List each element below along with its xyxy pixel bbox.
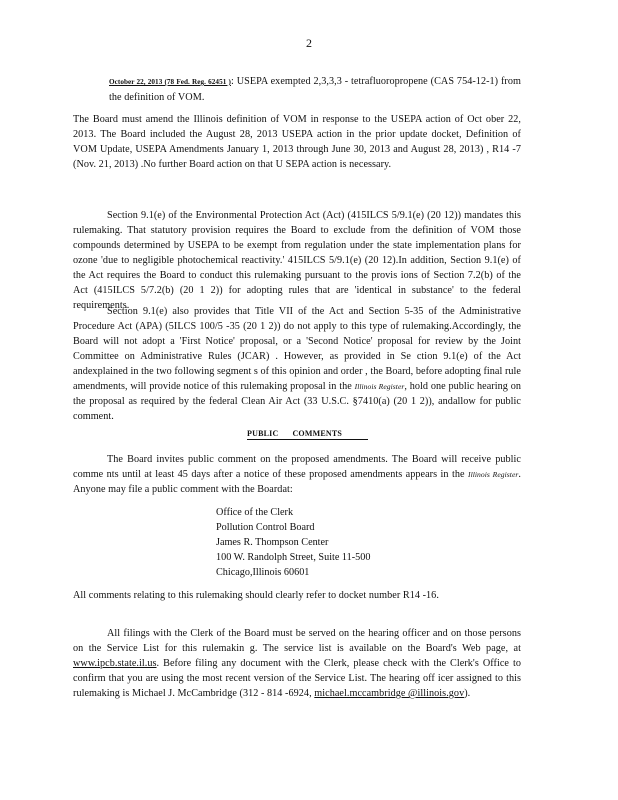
hearing-officer-email-link[interactable]: michael.mccambridge @illinois.gov	[314, 688, 465, 699]
address-line: Pollution Control Board	[216, 522, 315, 533]
paragraph-section-9-1e: Section 9.1(e) of the Environmental Protection Act (Act) (415ILCS 5/9.1(e) (20 12)) mandates this rulemaking. That statutory provision requires the Board to exclude from the definition of VOM those compounds determined by USEPA to be exempt from regulation under the state implementation plans for ozone 'due to negligible photochemical reactivity.' 415ILCS 5/9.1(e) (20 12).In addition, Section 9.1(e) of the Act requires the Board to conduct this rulemaking pursuant to the provis ions of Section 7.2(b) of the Act (415ILCS 5/7.2(b) (20 1 2)) for adopting rules that are 'identical in substance' to the federal requirements.	[73, 210, 521, 311]
address-line: Chicago,Illinois 60601	[216, 567, 310, 578]
comment-text-2: . Anyone may file a public comment with the Boardat:	[73, 469, 521, 495]
journal-title: Illinois Register	[354, 382, 405, 391]
clerk-address-block	[216, 505, 370, 580]
heading-word-1: PUBLIC	[247, 429, 279, 438]
filings-text-2: . Before filing any document with the Clerk, please check with the Clerk's Office to confirm that you are using the most recent version of the Service List. The hearing off icer assigned to this rulemaking is Michael J. McCambridge (312 - 814 -6924,	[73, 658, 521, 699]
citation-date: October 22, 2013 (78 Fed. Reg. 62451 )	[109, 78, 231, 86]
citation-text: : USEPA exempted 2,3,3,3 - tetrafluoropropene (CAS 754-12-1) from the definition of VOM.	[109, 76, 521, 103]
address-line: James R. Thompson Center	[216, 537, 329, 548]
address-line: Office of the Clerk	[216, 507, 294, 518]
journal-title: Illinois Register	[468, 470, 519, 479]
paragraph-filings	[73, 626, 521, 701]
paragraph-procedure	[73, 304, 521, 424]
citation-paragraph	[109, 74, 521, 105]
address-line: 100 W. Randolph Street, Suite 11-500	[216, 552, 371, 563]
heading-word-2: COMMENTS	[292, 429, 343, 438]
filings-text-1: All filings with the Clerk of the Board must be served on the hearing officer and on those persons on the Service List for this rulemakin g. The service list is available on the Board's Web page, at	[73, 628, 521, 654]
paragraph-vom-amendment: The Board must amend the Illinois definition of VOM in response to the USEPA action of Oct ober 22, 2013. The Board included the August 28, 2013 USEPA action in the prior update docket, Definition of VOM Update, USEPA Amendments January 1, 2013 through June 30, 2013 and August 28, 2013) , R14 -7 (Nov. 21, 2013) .No further Board action on that U SEPA action is necessary.	[73, 114, 521, 170]
section-heading-public-comments	[247, 429, 368, 440]
procedure-text-1: Section 9.1(e) also provides that Title VII of the Act and Section 5-35 of the Administrative Procedure Act (APA) (5ILCS 100/5 -35 (20 1 2)) do not apply to this type of rulemaking.Accordingly, the Board will not adopt a 'First Notice' proposal, or a 'Second Notice' proposal for review by the Joint Committee on Administrative Rules (JCAR) . However, as provided in Se ction 9.1(e) of the Act andexplained in the two following segment s of this opinion and order , the Board, before adopting final rule amendments, will provide notice of this rulemaking proposal in the	[73, 306, 521, 392]
comment-text-1: The Board invites public comment on the proposed amendments. The Board will receive public comme nts until at least 45 days after a notice of these proposed amendments appears in the	[73, 454, 521, 480]
procedure-text-2: , hold one public hearing on the proposal as required by the federal Clean Air Act (33 U.S.C. §7410(a) (20 1 2)), andallow for public comment.	[73, 381, 521, 422]
page-number: 2	[306, 36, 312, 50]
board-website-link[interactable]: www.ipcb.state.il.us	[73, 658, 157, 669]
filings-text-3: ).	[464, 688, 471, 699]
paragraph-public-comment	[73, 452, 521, 497]
paragraph-docket-reference: All comments relating to this rulemaking should clearly refer to docket number R14 -16.	[73, 590, 439, 601]
